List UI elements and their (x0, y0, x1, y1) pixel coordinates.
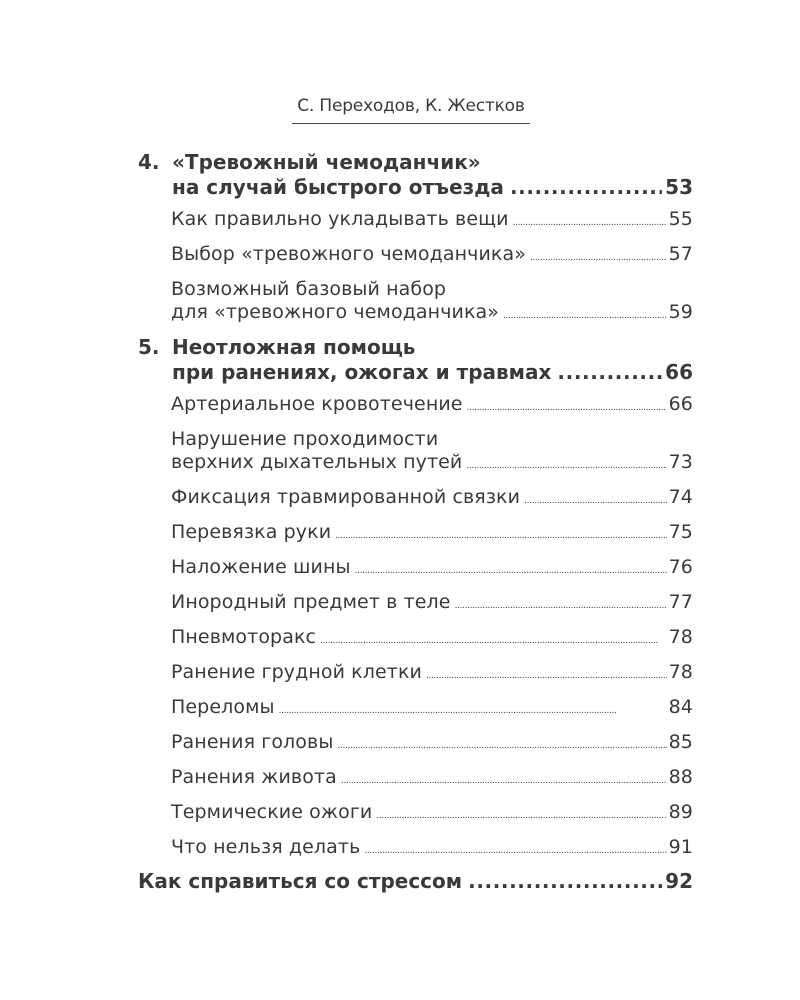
entry-page-number: 75 (668, 521, 693, 543)
entry-page-number: 78 (668, 626, 693, 648)
running-head: С. Переходов, К. Жестков (292, 96, 530, 124)
entry-page-number: 91 (668, 836, 693, 858)
dot-leader (530, 247, 667, 270)
toc-entry (171, 696, 693, 723)
table-of-contents (138, 150, 693, 894)
entry-title: Инородный предмет в теле (171, 591, 451, 613)
toc-entry (171, 591, 693, 618)
entry-title: Ранения головы (171, 731, 334, 753)
entry-title: Выбор «тревожного чемоданчика» (171, 243, 526, 265)
chapter-page-number: 53 (665, 175, 693, 199)
dot-leader (279, 700, 667, 723)
toc-entry (171, 278, 693, 328)
entry-page-number: 73 (668, 451, 693, 473)
entry-page-number: 77 (668, 591, 693, 613)
toc-entry (171, 428, 693, 478)
entry-page-number: 84 (668, 696, 693, 718)
toc-entry (171, 521, 693, 548)
chapter-page-number: 66 (665, 360, 693, 384)
toc-chapter-5 (138, 335, 693, 385)
section-title: Как справиться со стрессом (138, 869, 463, 893)
entry-title: Ранение грудной клетки (171, 661, 422, 683)
entry-title: Пневмоторакс (171, 626, 317, 648)
toc-entry (171, 243, 693, 270)
toc-entry (171, 626, 693, 653)
entry-page-number: 57 (668, 243, 693, 265)
entry-title: Фиксация травмированной связки (171, 486, 521, 508)
entry-title: Переломы (171, 696, 275, 718)
dot-leader (337, 735, 666, 758)
toc-entry (171, 836, 693, 863)
entry-page-number: 76 (668, 556, 693, 578)
entry-title-line1: Нарушение проходимости (171, 428, 439, 450)
dot-leader (335, 525, 666, 548)
chapter-title-line1: «Тревожный чемоданчик» (172, 150, 481, 174)
toc-entry (171, 661, 693, 688)
entry-title: Артериальное кровотечение (171, 393, 463, 415)
toc-chapter-4 (138, 150, 693, 200)
toc-entry (171, 208, 693, 235)
toc-entry (171, 801, 693, 828)
chapter-title-line1: Неотложная помощь (172, 335, 416, 359)
entry-title-line2: верхних дыхательных путей (171, 451, 463, 473)
toc-entry (171, 486, 693, 513)
dot-leader (513, 212, 667, 235)
dot-leader (320, 630, 667, 653)
chapter-title-line2: при ранениях, ожогах и травмах (172, 360, 552, 384)
toc-entry (171, 731, 693, 758)
dot-leader (341, 770, 667, 793)
chapter-number: 4. (138, 150, 160, 174)
entry-page-number: 74 (668, 486, 693, 508)
toc-entry (171, 556, 693, 583)
dot-leader (467, 397, 667, 420)
chapter-number: 5. (138, 335, 160, 359)
section-page-number: 92 (665, 869, 693, 893)
dot-leader (510, 175, 662, 200)
dot-leader (503, 305, 667, 328)
dot-leader (557, 360, 662, 385)
entry-page-number: 78 (668, 661, 693, 683)
toc-section-stress (138, 869, 693, 894)
entry-page-number: 89 (668, 801, 693, 823)
entry-title: Ранения живота (171, 766, 337, 788)
entry-page-number: 85 (668, 731, 693, 753)
dot-leader (468, 869, 662, 894)
dot-leader (376, 805, 666, 828)
entry-page-number: 88 (668, 766, 693, 788)
dot-leader (426, 665, 667, 688)
entry-page-number: 59 (668, 301, 693, 323)
entry-title: Перевязка руки (171, 521, 332, 543)
entry-page-number: 66 (668, 393, 693, 415)
entry-title: Термические ожоги (171, 801, 373, 823)
toc-entry (171, 393, 693, 420)
entry-title-line2: для «тревожного чемоданчика» (171, 301, 500, 323)
entry-page-number: 55 (668, 208, 693, 230)
dot-leader (524, 490, 667, 513)
dot-leader (466, 455, 666, 478)
dot-leader (455, 595, 667, 618)
entry-title: Как правильно укладывать вещи (171, 208, 509, 230)
dot-leader (355, 560, 667, 583)
chapter-title-line2: на случай быстрого отъезда (172, 175, 504, 199)
dot-leader (364, 840, 666, 863)
entry-title: Что нельзя делать (171, 836, 361, 858)
entry-title: Наложение шины (171, 556, 351, 578)
toc-entry (171, 766, 693, 793)
entry-title-line1: Возможный базовый набор (171, 278, 447, 300)
